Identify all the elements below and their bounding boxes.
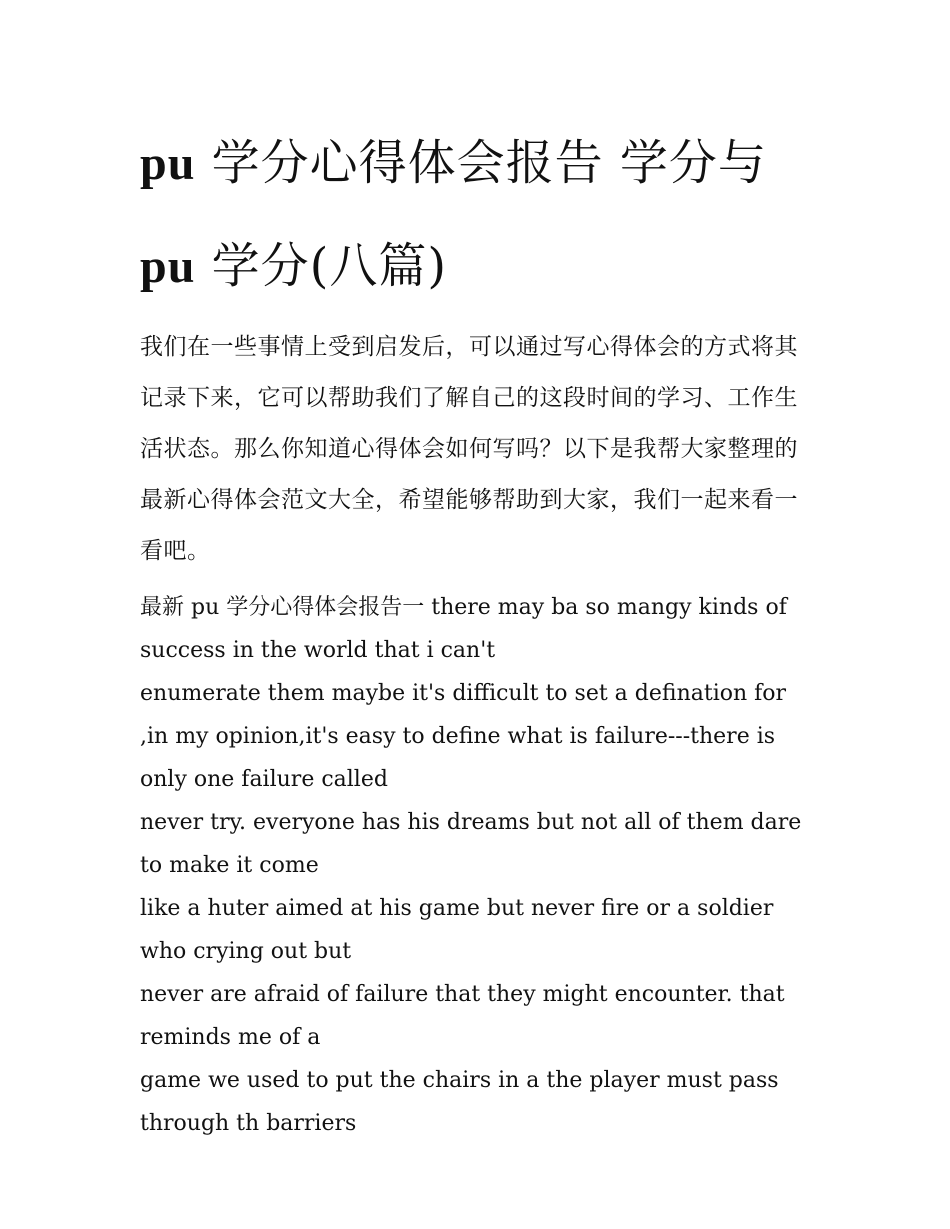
document-page (140, 112, 820, 1145)
document-title (140, 112, 820, 318)
body-line: never try. everyone has his dreams but not all of them dare to make it come (140, 810, 802, 878)
body-line: enumerate them maybe it's difficult to set a defination for ,in my opinion,it's easy to define what is failure---there is only one failure called (140, 681, 787, 792)
body-line: game we used to put the chairs in a the player must pass through th barriers (140, 1068, 779, 1136)
title-line2-text: 学分(八篇) (195, 238, 448, 294)
title-line1-text: 学分心得体会报告 学分与 (195, 135, 767, 191)
body-text (140, 586, 820, 1145)
body-line: 最新 pu 学分心得体会报告一 there may ba so mangy kinds of success in the world that i can't (140, 595, 787, 663)
body-line: like a huter aimed at his game but never fire or a soldier who crying out but (140, 896, 774, 964)
body-line: never are afraid of failure that they might encounter. that reminds me of a (140, 982, 785, 1050)
title-line1-latin: pu (140, 137, 196, 190)
intro-paragraph: 我们在一些事情上受到启发后，可以通过写心得体会的方式将其记录下来，它可以帮助我们了解自己的这段时间的学习、工作生活状态。那么你知道心得体会如何写吗？以下是我帮大家整理的最新心得体会范文大全，希望能够帮助到大家，我们一起来看一看吧。 (140, 334, 798, 564)
title-line2-latin: pu (140, 240, 196, 293)
